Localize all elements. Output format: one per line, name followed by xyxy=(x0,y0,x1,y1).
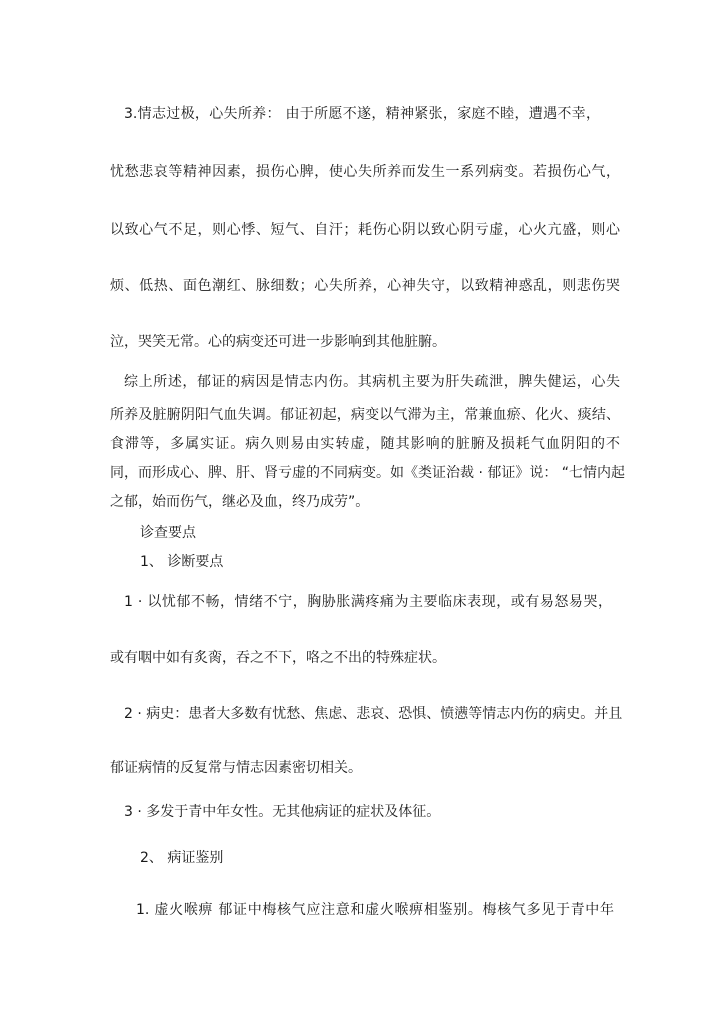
text-line: 1 · 以忧郁不畅，情绪不宁，胸胁胀满疼痛为主要临床表现，或有易怒易哭， xyxy=(124,594,612,610)
text-line: 3.情志过极，心失所养： 由于所愿不遂，精神紧张，家庭不睦，遭遇不幸， xyxy=(124,106,600,122)
text-line: 之郁，始而伤气，继必及血，终乃成劳”。 xyxy=(110,494,370,510)
text-line: 3 · 多发于青中年女性。无其他病证的症状及体征。 xyxy=(124,804,441,820)
text-line: 综上所述，郁证的病因是情志内伤。其病机主要为肝失疏泄，脾失健运，心失 xyxy=(124,374,620,390)
text-line: 所养及脏腑阴阳气血失调。郁证初起，病变以气滞为主，常兼血瘀、化火、痰结、 xyxy=(110,407,620,423)
subsection-heading: 2、 病证鉴别 xyxy=(140,850,224,866)
text-line: 食滞等，多属实证。病久则易由实转虚，随其影响的脏腑及损耗气血阴阳的不 xyxy=(110,436,620,452)
text-line: 同，而形成心、脾、肝、肾亏虚的不同病变。如《类证治裁 · 郁证》说： “七情内起 xyxy=(110,465,626,481)
text-line: 或有咽中如有炙脔，吞之不下，咯之不出的特殊症状。 xyxy=(110,650,446,666)
text-line: 泣，哭笑无常。心的病变还可进一步影响到其他脏腑。 xyxy=(110,334,446,350)
text-line: 忧愁悲哀等精神因素，损伤心脾，使心失所养而发生一系列病变。若损伤心气， xyxy=(110,164,620,180)
text-line: 1. 虚火喉痹 郁证中梅核气应注意和虚火喉痹相鉴别。梅核气多见于青中年 xyxy=(136,902,614,918)
text-line: 郁证病情的反复常与情志因素密切相关。 xyxy=(110,760,362,776)
text-line: 2 · 病史：患者大多数有忧愁、焦虑、悲哀、恐惧、愤懑等情志内伤的病史。并且 xyxy=(124,706,623,722)
subsection-heading: 1、 诊断要点 xyxy=(140,554,224,570)
section-heading: 诊查要点 xyxy=(140,525,196,541)
text-line: 以致心气不足，则心悸、短气、自汗；耗伤心阴以致心阴亏虚，心火亢盛，则心 xyxy=(110,222,620,238)
text-line: 烦、低热、面色潮红、脉细数；心失所养，心神失守，以致精神惑乱，则悲伤哭 xyxy=(110,278,620,294)
